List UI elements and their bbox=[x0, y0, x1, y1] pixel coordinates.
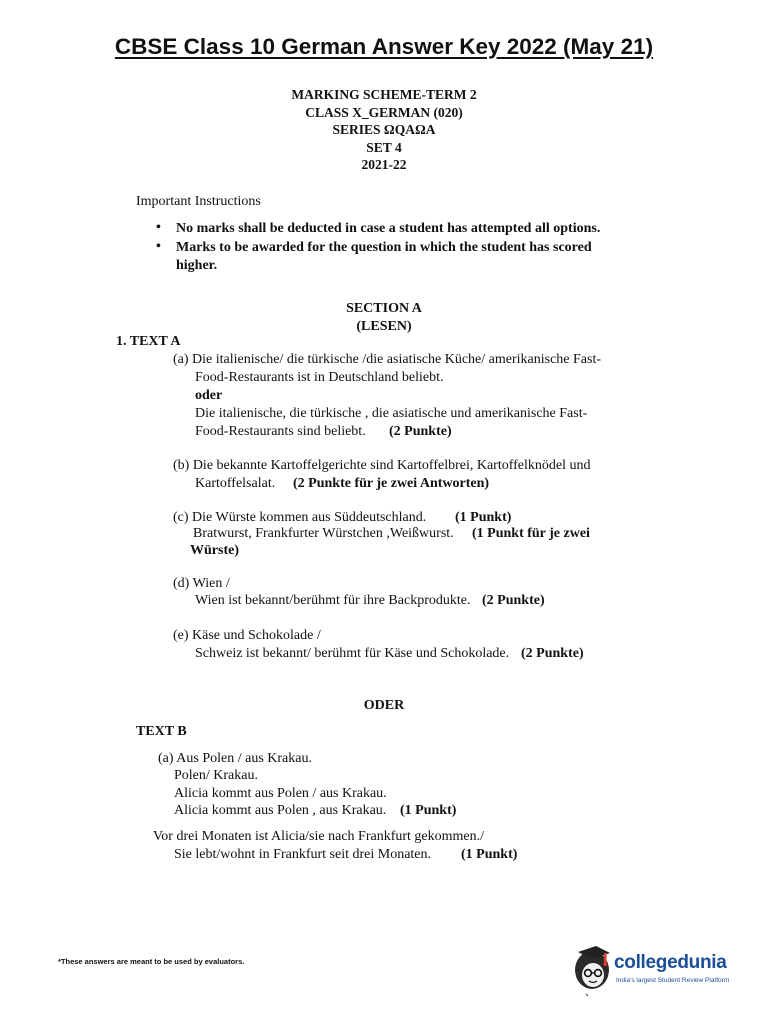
answer-d-line2: Wien ist bekannt/berühmt für ihre Backprodukte. bbox=[195, 593, 471, 608]
answer-c-points2: (1 Punkt für je zwei bbox=[472, 526, 590, 541]
answer-c-points1: (1 Punkt) bbox=[455, 510, 512, 525]
answer-c-line1: (c) Die Würste kommen aus Süddeutschland. bbox=[173, 510, 427, 525]
text-b-b-points: (1 Punkt) bbox=[461, 847, 518, 862]
answer-c-line2: Bratwurst, Frankfurter Würstchen ,Weißwurst. bbox=[193, 526, 454, 541]
evaluator-footnote: *These answers are meant to be used by evaluators. bbox=[58, 957, 245, 966]
answer-e-line2: Schweiz ist bekannt/ berühmt für Käse und Schokolade. bbox=[195, 646, 510, 661]
section-title: SECTION A bbox=[346, 301, 422, 316]
text-b-a-line4: Alicia kommt aus Polen , aus Krakau. bbox=[174, 803, 387, 818]
answer-b-points: (2 Punkte für je zwei Antworten) bbox=[293, 476, 490, 491]
answer-a-line1: (a) Die italienische/ die türkische /die asiatische Küche/ amerikanische Fast- bbox=[173, 352, 602, 367]
bullet-icon: • bbox=[156, 239, 161, 254]
text-b-heading: TEXT B bbox=[136, 724, 187, 739]
answer-a-line3: Die italienische, die türkische , die asiatische und amerikanische Fast- bbox=[195, 406, 588, 421]
answer-a-line4: Food-Restaurants sind beliebt. bbox=[195, 424, 366, 439]
text-b-a-line3: Alicia kommt aus Polen / aus Krakau. bbox=[174, 786, 387, 801]
collegedunia-logo: collegedunia bbox=[614, 952, 727, 973]
scheme-line-class: CLASS X_GERMAN (020) bbox=[305, 104, 463, 120]
collegedunia-tagline: India's largest Student Review Platform bbox=[616, 977, 730, 984]
answer-a-oder: oder bbox=[195, 388, 223, 403]
answer-d-line1: (d) Wien / bbox=[173, 576, 230, 591]
question-1-heading: 1. TEXT A bbox=[116, 334, 181, 349]
section-subtitle: (LESEN) bbox=[356, 319, 412, 334]
answer-a-points: (2 Punkte) bbox=[389, 424, 452, 439]
answer-e-points: (2 Punkte) bbox=[521, 646, 584, 661]
instruction-1: No marks shall be deducted in case a student has attempted all options. bbox=[176, 221, 601, 236]
text-b-a-line2: Polen/ Krakau. bbox=[174, 768, 258, 783]
scheme-line-term: MARKING SCHEME-TERM 2 bbox=[291, 87, 477, 102]
instruction-2-line2: higher. bbox=[176, 258, 218, 273]
text-b-a-points: (1 Punkt) bbox=[400, 803, 457, 818]
answer-d-points: (2 Punkte) bbox=[482, 593, 545, 608]
answer-b-line1: (b) Die bekannte Kartoffelgerichte sind Kartoffelbrei, Kartoffelknödel und bbox=[173, 458, 591, 473]
bullet-icon: • bbox=[156, 220, 161, 235]
instruction-2-line1: Marks to be awarded for the question in which the student has scored bbox=[176, 240, 592, 255]
scheme-line-series: SERIES ΩQAΩA bbox=[332, 122, 436, 137]
answer-a-line2: Food-Restaurants ist in Deutschland beliebt. bbox=[195, 370, 444, 385]
text-b-b-line2: Sie lebt/wohnt in Frankfurt seit drei Monaten. bbox=[174, 847, 432, 862]
instructions-heading: Important Instructions bbox=[136, 194, 261, 209]
text-b-b-line1: Vor drei Monaten ist Alicia/sie nach Frankfurt gekommen./ bbox=[153, 829, 485, 844]
answer-e-line1: (e) Käse und Schokolade / bbox=[173, 628, 321, 643]
text-b-a-line1: (a) Aus Polen / aus Krakau. bbox=[158, 751, 312, 766]
scheme-line-set: SET 4 bbox=[366, 139, 402, 155]
answer-c-points2-cont: Würste) bbox=[190, 543, 239, 558]
oder-divider: ODER bbox=[363, 698, 405, 713]
marking-scheme-header bbox=[0, 86, 768, 174]
scheme-line-year: 2021-22 bbox=[361, 157, 407, 172]
page-title: CBSE Class 10 German Answer Key 2022 (May 21) bbox=[114, 34, 654, 59]
answer-b-line2: Kartoffelsalat. bbox=[195, 476, 276, 491]
